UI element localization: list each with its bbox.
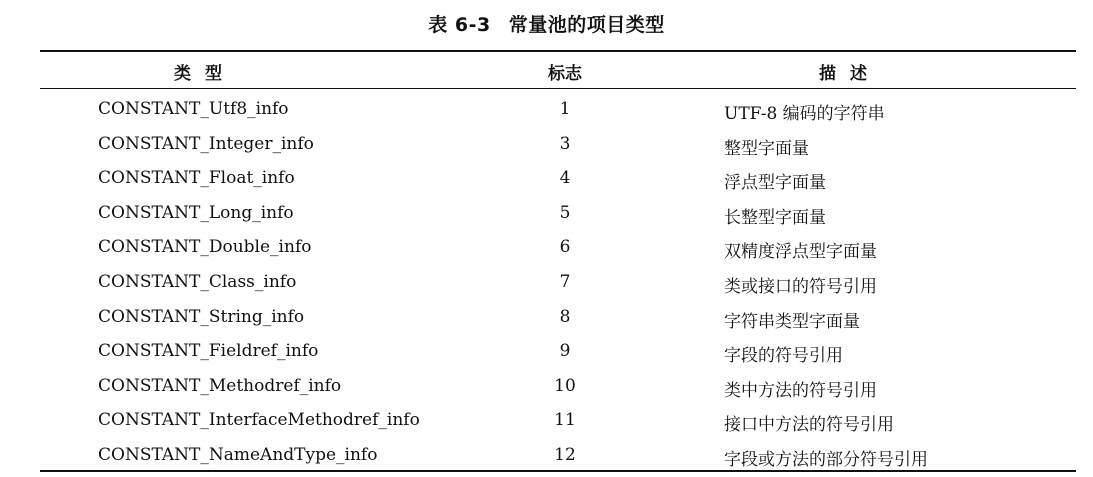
cell-description: 类或接口的符号引用 — [724, 276, 877, 297]
cell-type: CONSTANT_Fieldref_info — [98, 341, 319, 362]
table-bottom-rule — [40, 470, 1076, 472]
table-row — [40, 369, 1076, 404]
table-row — [40, 230, 1076, 265]
table-title: 常量池的项目类型 — [508, 14, 665, 36]
cell-description: 接口中方法的符号引用 — [724, 415, 894, 436]
table-header-row — [40, 54, 1076, 86]
cell-tag: 4 — [559, 168, 571, 189]
cell-tag: 11 — [554, 410, 576, 431]
table-header-rule — [40, 88, 1076, 89]
cell-description: 字段的符号引用 — [724, 346, 843, 367]
column-header-type: 类型 — [174, 64, 236, 84]
cell-type: CONSTANT_NameAndType_info — [98, 444, 378, 465]
cell-type: CONSTANT_String_info — [98, 306, 305, 327]
cell-description: 字符串类型字面量 — [724, 311, 860, 332]
table-row — [40, 438, 1076, 473]
cell-description: 字段或方法的部分符号引用 — [724, 449, 928, 470]
cell-type: CONSTANT_Utf8_info — [98, 99, 289, 119]
cell-tag: 10 — [554, 375, 576, 396]
table-row — [40, 300, 1076, 335]
cell-description: 浮点型字面量 — [724, 173, 826, 194]
cell-description: 整型字面量 — [724, 138, 809, 159]
table-row — [40, 127, 1076, 162]
cell-tag: 6 — [559, 237, 571, 258]
cell-tag: 3 — [559, 133, 571, 154]
column-header-tag: 标志 — [548, 64, 582, 84]
table-row — [40, 92, 1076, 127]
cell-tag: 5 — [559, 202, 571, 223]
cell-type: CONSTANT_Double_info — [98, 237, 312, 258]
table-row — [40, 265, 1076, 300]
cell-type: CONSTANT_Long_info — [98, 202, 294, 223]
table-row — [40, 196, 1076, 231]
table-body — [40, 92, 1076, 473]
cell-tag: 8 — [559, 306, 571, 327]
cell-type: CONSTANT_Class_info — [98, 271, 297, 292]
cell-type: CONSTANT_InterfaceMethodref_info — [98, 410, 420, 431]
cell-type: CONSTANT_Methodref_info — [98, 375, 342, 396]
table-row — [40, 334, 1076, 369]
table-caption — [0, 10, 1093, 37]
cell-description: 长整型字面量 — [724, 207, 826, 228]
cell-description: UTF-8 编码的字符串 — [724, 104, 885, 124]
table-top-rule — [40, 50, 1076, 52]
cell-tag: 9 — [559, 341, 571, 362]
cell-tag: 12 — [554, 444, 576, 465]
cell-tag: 7 — [559, 271, 571, 292]
table-row — [40, 161, 1076, 196]
column-header-description: 描述 — [819, 64, 881, 84]
cell-description: 类中方法的符号引用 — [724, 380, 877, 401]
table-row — [40, 403, 1076, 438]
cell-description: 双精度浮点型字面量 — [724, 242, 877, 263]
cell-tag: 1 — [559, 99, 571, 119]
cell-type: CONSTANT_Float_info — [98, 168, 295, 189]
table-number: 表 6-3 — [428, 14, 491, 36]
cell-type: CONSTANT_Integer_info — [98, 133, 314, 154]
